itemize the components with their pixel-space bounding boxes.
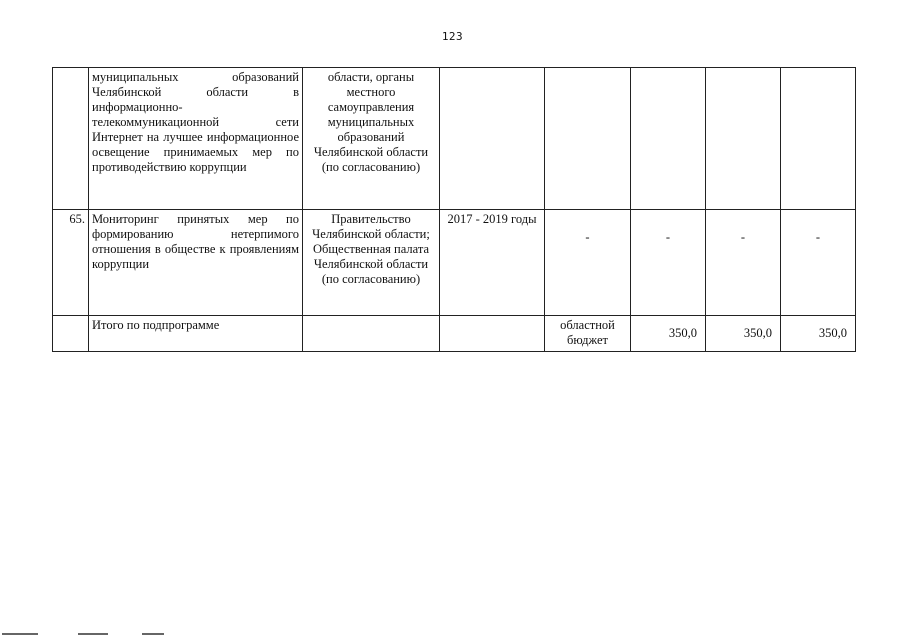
row-number: 65.	[53, 210, 89, 316]
scan-mark	[2, 633, 38, 635]
table-row-total	[53, 316, 856, 352]
responsible-party: области, органы местного самоуправления муниципальных образований Челябинской области (по согласованию)	[303, 68, 440, 210]
amount-dash: -	[815, 230, 821, 244]
funding-source-dash: -	[585, 230, 590, 244]
total-label: Итого по подпрограмме	[89, 316, 303, 352]
funding-source	[545, 210, 631, 316]
amount-cell	[706, 68, 781, 210]
funding-source	[545, 68, 631, 210]
total-amount: 350,0	[706, 316, 781, 352]
responsible-party	[303, 316, 440, 352]
row-number	[53, 68, 89, 210]
page-number: 123	[441, 30, 464, 43]
amount-cell	[706, 210, 781, 316]
period	[440, 68, 545, 210]
period	[440, 316, 545, 352]
amount-cell	[781, 210, 856, 316]
period: 2017 - 2019 годы	[440, 210, 545, 316]
amount-cell	[631, 68, 706, 210]
row-number	[53, 316, 89, 352]
amount-dash: -	[665, 230, 671, 244]
scan-edge-marks	[0, 633, 905, 640]
scan-mark	[78, 633, 108, 635]
amount-cell	[781, 68, 856, 210]
measure-description: Мониторинг принятых мер по формированию нетерпимого отношения в обществе к проявлениям коррупции	[89, 210, 303, 316]
total-amount: 350,0	[631, 316, 706, 352]
scan-mark	[142, 633, 164, 635]
table-row	[53, 210, 856, 316]
measures-table	[52, 67, 856, 352]
amount-dash: -	[740, 230, 746, 244]
measure-description: муниципальных образований Челябинской области в информационно-телекоммуникационной сети Интернет на лучшее информационное освещение принимаемых мер по противодействию коррупции	[89, 68, 303, 210]
total-amount: 350,0	[781, 316, 856, 352]
responsible-party: Правительство Челябинской области; Общественная палата Челябинской области (по согласованию)	[303, 210, 440, 316]
funding-source: областной бюджет	[545, 316, 631, 352]
amount-cell	[631, 210, 706, 316]
table-row	[53, 68, 856, 210]
